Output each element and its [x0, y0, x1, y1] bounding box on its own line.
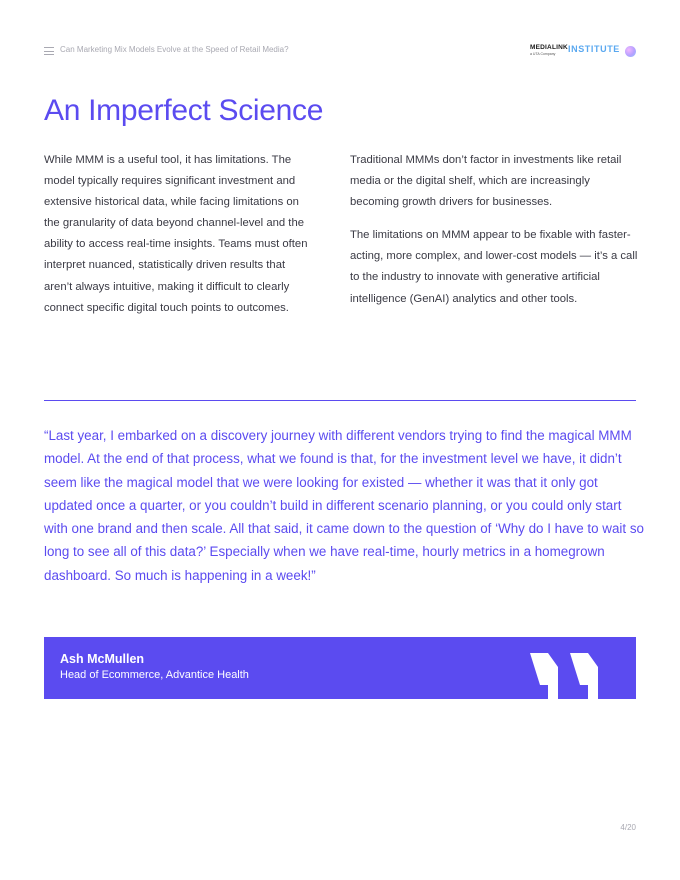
- page-number: 4/20: [620, 823, 636, 832]
- menu-icon[interactable]: [44, 47, 54, 55]
- left-column: [44, 150, 314, 319]
- medialink-logo: [530, 44, 566, 56]
- right-column: [350, 150, 640, 310]
- document-title: Can Marketing Mix Models Evolve at the Speed of Retail Media?: [60, 45, 289, 54]
- quotation-mark-icon: [530, 653, 602, 699]
- medialink-logo-subtext: a UTA Company: [530, 52, 556, 56]
- institute-logo-mark-icon: [625, 46, 636, 57]
- institute-logo: [568, 44, 622, 60]
- attribution-name: Ash McMullen: [60, 652, 145, 666]
- body-paragraph: Traditional MMMs don’t factor in investments like retail media or the digital shelf, which are increasingly becoming growth drivers for businesses.: [350, 154, 622, 209]
- attribution-role: Head of Ecommerce, Advantice Health: [60, 669, 249, 681]
- institute-logo-text: INSTITUTE: [568, 44, 620, 54]
- medialink-logo-text: MEDIALINK: [530, 44, 568, 51]
- section-divider: [44, 400, 636, 401]
- page-header: [44, 44, 636, 60]
- section-heading: An Imperfect Science: [44, 94, 324, 127]
- pull-quote: “Last year, I embarked on a discovery journey with different vendors trying to find the magical MMM model. At the end of that process, what we found is that, for the investment level we have, it didn’t seem like the magical model that we were looking for existed — whether it was that it only got updated once a quarter, or you couldn’t build in different scenario planning, or you could only start with one brand and then scale. All that said, it came down to the question of ‘Why do I have to wait so long to see all of this data?’ Especially when we have real-time, hourly metrics in a homegrown dashboard. So much is happening in a week!”: [44, 428, 644, 583]
- body-paragraph: The limitations on MMM appear to be fixable with faster-acting, more complex, and lower-cost models — it’s a call to the industry to innovate with generative artificial intelligence (GenAI) analytics and other tools.: [350, 229, 638, 305]
- body-paragraph: While MMM is a useful tool, it has limitations. The model typically requires significant investment and extensive historical data, while facing limitations on the granularity of data beyond channel-level and the ability to access real-time insights. Teams must often interpret nuanced, statistically driven results that aren’t always intuitive, making it difficult to clearly connect specific digital touch points to outcomes.: [44, 154, 308, 314]
- quote-attribution-box: [44, 637, 636, 699]
